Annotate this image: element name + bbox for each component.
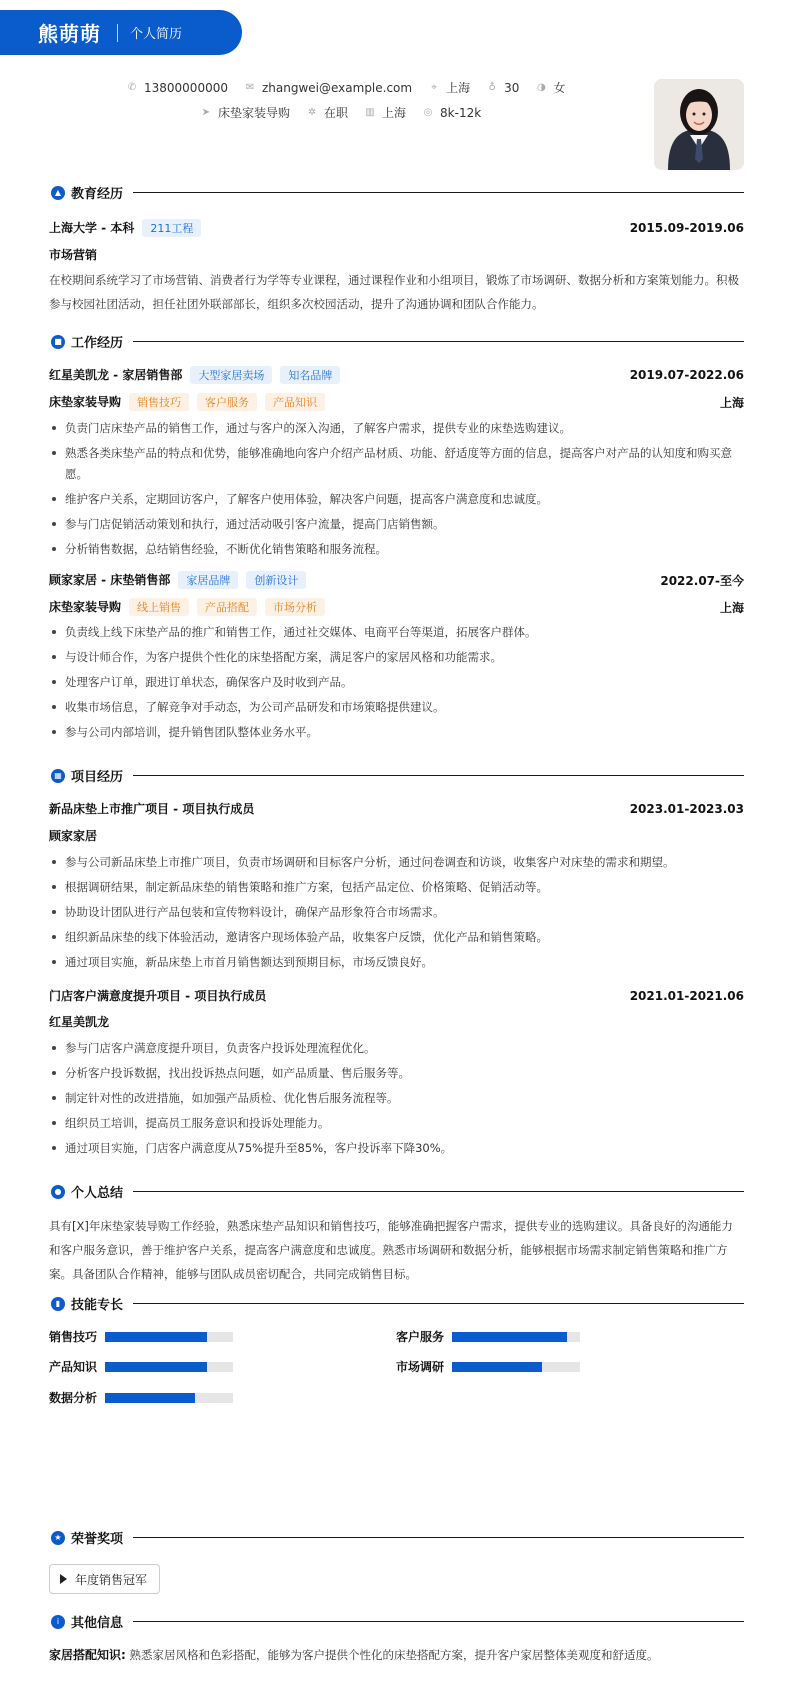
work-city-value: 上海 <box>382 106 407 120</box>
skill-item <box>49 1358 233 1375</box>
work-2-company: 顾家家居 - 床垫销售部 <box>49 573 171 587</box>
work-1-period: 2019.07-2022.06 <box>629 368 744 382</box>
bar-chart-icon: ▮ <box>51 1297 65 1311</box>
list-item: 组织员工培训，提高员工服务意识和投诉处理能力。 <box>49 1113 744 1134</box>
skill-name: 销售技巧 <box>49 1330 98 1344</box>
work-1-location: 上海 <box>719 395 744 410</box>
email-value: zhangwei@example.com <box>261 80 413 95</box>
work-1-skill-3: 产品知识 <box>265 393 325 411</box>
project-1-bullets <box>49 852 744 977</box>
skill-bar-fill <box>105 1332 207 1342</box>
award-item[interactable] <box>49 1564 160 1594</box>
work-1-bullets <box>49 418 744 564</box>
section-divider <box>133 1191 744 1193</box>
salary-item <box>422 106 481 120</box>
list-item: 参与门店客户满意度提升项目，负责客户投诉处理流程优化。 <box>49 1038 744 1059</box>
education-header-row <box>49 219 744 237</box>
grid-icon: ▦ <box>51 769 65 783</box>
skill-name: 客户服务 <box>396 1330 445 1344</box>
section-divider <box>133 1537 744 1539</box>
phone-item <box>126 81 228 95</box>
work-1-skill-1: 销售技巧 <box>129 393 189 411</box>
skill-bar-fill <box>105 1362 207 1372</box>
project-2-title: 门店客户满意度提升项目 - 项目执行成员 <box>49 989 267 1003</box>
profile-photo <box>654 79 744 170</box>
section-divider <box>133 1621 744 1623</box>
work-2-bullets <box>49 622 744 747</box>
location-icon: ⌖ <box>431 81 437 93</box>
skill-item <box>396 1328 580 1345</box>
age-value: 30 <box>504 80 520 95</box>
info-icon: i <box>51 1615 65 1629</box>
position-item <box>200 104 290 121</box>
list-item: 负责线上线下床垫产品的推广和销售工作，通过社交媒体、电商平台等渠道，拓展客户群体。 <box>49 622 744 643</box>
summary-heading: 个人总结 <box>71 1186 124 1201</box>
section-divider <box>133 1303 744 1305</box>
education-description: 在校期间系统学习了市场营销、消费者行为学等专业课程，通过课程作业和小组项目，锻炼了市场调研、数据分析和方案策划能力。积极参与校园社团活动，担任社团外联部部长，组织多次校园活动，提升了沟通协调和团队合作能力。 <box>49 273 739 311</box>
school-name: 上海大学 - 本科 <box>49 221 135 235</box>
list-item: 参与门店促销活动策划和执行，通过活动吸引客户流量，提高门店销售额。 <box>49 514 744 535</box>
work-2-period: 2022.07-至今 <box>660 573 744 588</box>
list-item: 熟悉各类床垫产品的特点和优势，能够准确地向客户介绍产品材质、功能、舒适度等方面的信息，提高客户对产品的认知度和购买意愿。 <box>49 443 744 485</box>
other-section-title <box>51 1612 744 1631</box>
skill-bar <box>452 1332 580 1342</box>
work-1-company-group <box>49 366 340 384</box>
project-1-org: 顾家家居 <box>49 829 98 843</box>
education-major-row <box>49 246 744 263</box>
candidate-name: 熊萌萌 <box>38 22 101 46</box>
education-period: 2015.09-2019.06 <box>629 221 744 235</box>
work-2-skill-3: 市场分析 <box>265 598 325 616</box>
work-1-company: 红星美凯龙 - 家居销售部 <box>49 368 183 382</box>
award-label: 年度销售冠军 <box>75 1572 148 1587</box>
awards-section-title <box>51 1528 744 1547</box>
projects-section-title <box>51 766 744 785</box>
skill-bar <box>105 1362 233 1372</box>
other-info-row <box>49 1643 744 1667</box>
list-item: 负责门店床垫产品的销售工作，通过与客户的深入沟通，了解客户需求，提供专业的床垫选购建议。 <box>49 418 744 439</box>
skill-bar <box>105 1332 233 1342</box>
email-item <box>244 81 412 95</box>
gender-value: 女 <box>553 81 566 95</box>
project-1-org-row <box>49 827 744 844</box>
work-2-company-group <box>49 571 306 589</box>
education-section-title <box>51 183 744 202</box>
city-value: 上海 <box>446 81 471 95</box>
work-section-title <box>51 332 744 351</box>
work-heading: 工作经历 <box>71 336 124 351</box>
work-1-tag-2: 知名品牌 <box>280 366 340 384</box>
work-1-role-group <box>49 393 325 411</box>
work-2-header-row <box>49 571 744 589</box>
skill-name: 产品知识 <box>49 1360 98 1374</box>
skill-name: 市场调研 <box>396 1360 445 1374</box>
education-school-group <box>49 219 201 237</box>
skill-item <box>396 1358 580 1375</box>
city-item <box>428 79 470 96</box>
play-icon <box>60 1574 67 1584</box>
list-item: 与设计师合作，为客户提供个性化的床垫搭配方案，满足客户的家居风格和功能需求。 <box>49 647 744 668</box>
project-2-org: 红星美凯龙 <box>49 1015 110 1029</box>
user-icon: ● <box>51 1185 65 1199</box>
list-item: 制定针对性的改进措施，如加强产品质检、优化售后服务流程等。 <box>49 1088 744 1109</box>
list-item: 通过项目实施，门店客户满意度从75%提升至85%，客户投诉率下降30%。 <box>49 1138 744 1159</box>
work-1-skill-2: 客户服务 <box>197 393 257 411</box>
list-item: 协助设计团队进行产品包装和宣传物料设计，确保产品形象符合市场需求。 <box>49 902 744 923</box>
project-1-header-row <box>49 800 744 817</box>
other-info-label: 家居搭配知识: <box>49 1648 126 1662</box>
cake-icon: ♁ <box>488 81 496 93</box>
work-2-tag-2: 创新设计 <box>246 571 306 589</box>
list-item: 处理客户订单，跟进订单状态，确保客户及时收到产品。 <box>49 672 744 693</box>
skill-bar <box>105 1393 233 1403</box>
section-divider <box>133 192 744 194</box>
work-1-role: 床垫家装导购 <box>49 395 122 409</box>
other-info-text: 熟悉家居风格和色彩搭配，能够为客户提供个性化的床垫搭配方案，提升客户家居整体美观度和舒适度。 <box>129 1648 659 1662</box>
section-divider <box>133 341 744 343</box>
gender-icon: ◑ <box>537 81 546 93</box>
section-divider <box>133 775 744 777</box>
school-tag: 211工程 <box>142 219 201 237</box>
skill-item <box>49 1389 233 1406</box>
skill-bar <box>452 1362 580 1372</box>
salary-value: 8k-12k <box>440 105 482 120</box>
work-1-tag-1: 大型家居卖场 <box>190 366 272 384</box>
skills-section-title <box>51 1294 744 1313</box>
skill-item <box>49 1328 233 1345</box>
phone-icon: ✆ <box>127 81 137 93</box>
work-2-role: 床垫家装导购 <box>49 600 122 614</box>
skill-name: 数据分析 <box>49 1391 98 1405</box>
skill-bar-fill <box>452 1332 567 1342</box>
project-2-bullets <box>49 1038 744 1163</box>
list-item: 参与公司新品床垫上市推广项目，负责市场调研和目标客户分析，通过问卷调查和访谈，收集客户对床垫的需求和期望。 <box>49 852 744 873</box>
award-icon: ★ <box>51 1531 65 1545</box>
summary-text: 具有[X]年床垫家装导购工作经验，熟悉床垫产品知识和销售技巧，能够准确把握客户需求，提供专业的选购建议。具备良好的沟通能力和客户服务意识，善于维护客户关系，提高客户满意度和忠诚度。熟悉市场调研和数据分析，能够根据市场需求制定销售策略和推广方案。具备团队合作精神，能够与团队成员密切配合，共同完成销售目标。 <box>49 1219 733 1281</box>
work-2-role-group <box>49 598 325 616</box>
skills-heading: 技能专长 <box>71 1298 124 1313</box>
status-item <box>306 104 348 121</box>
status-value: 在职 <box>324 106 349 120</box>
work-1-role-row <box>49 393 744 411</box>
work-2-tag-1: 家居品牌 <box>178 571 238 589</box>
list-item: 维护客户关系，定期回访客户，了解客户使用体验，解决客户问题，提高客户满意度和忠诚度。 <box>49 489 744 510</box>
coin-icon: ◎ <box>423 106 433 118</box>
building-icon: ▥ <box>365 106 375 118</box>
project-2-header-row <box>49 987 744 1004</box>
project-2-period: 2021.01-2021.06 <box>629 988 744 1003</box>
skill-bar-fill <box>452 1362 542 1372</box>
list-item: 分析销售数据，总结销售经验，不断优化销售策略和服务流程。 <box>49 539 744 560</box>
portrait-image <box>654 79 744 170</box>
education-heading: 教育经历 <box>71 187 124 202</box>
list-item: 根据调研结果，制定新品床垫的销售策略和推广方案，包括产品定位、价格策略、促销活动等。 <box>49 877 744 898</box>
list-item: 分析客户投诉数据，找出投诉热点问题，如产品质量、售后服务等。 <box>49 1063 744 1084</box>
list-item: 通过项目实施，新品床垫上市首月销售额达到预期目标，市场反馈良好。 <box>49 952 744 973</box>
project-1-period: 2023.01-2023.03 <box>629 801 744 816</box>
project-1-title: 新品床垫上市推广项目 - 项目执行成员 <box>49 802 255 816</box>
list-item: 组织新品床垫的线下体验活动，邀请客户现场体验产品，收集客户反馈，优化产品和销售策略。 <box>49 927 744 948</box>
projects-heading: 项目经历 <box>71 770 124 785</box>
gear-icon: ✲ <box>307 106 317 118</box>
work-2-skill-2: 产品搭配 <box>197 598 257 616</box>
list-item: 收集市场信息，了解竞争对手动态，为公司产品研发和市场策略提供建议。 <box>49 697 744 718</box>
position-value: 床垫家装导购 <box>218 106 291 120</box>
work-2-role-row <box>49 598 744 616</box>
briefcase-icon: ■ <box>51 335 65 349</box>
phone-value: 13800000000 <box>144 80 228 95</box>
list-item: 参与公司内部培训，提升销售团队整体业务水平。 <box>49 722 744 743</box>
work-1-header-row <box>49 366 744 384</box>
contact-row-2 <box>200 104 497 121</box>
work-city-item <box>364 104 406 121</box>
graduation-cap-icon: ▲ <box>51 186 65 200</box>
mail-icon: ✉ <box>245 81 255 93</box>
gender-item <box>535 79 565 96</box>
header-banner <box>0 10 242 55</box>
header-divider <box>117 24 118 42</box>
skill-bar-fill <box>105 1393 195 1403</box>
project-2-org-row <box>49 1013 744 1030</box>
major: 市场营销 <box>49 248 98 262</box>
contact-row-1 <box>126 79 581 96</box>
resume-subtitle: 个人简历 <box>130 27 183 42</box>
send-icon: ➤ <box>201 106 211 118</box>
other-heading: 其他信息 <box>71 1616 124 1631</box>
age-item <box>486 81 519 95</box>
summary-section-title <box>51 1182 744 1201</box>
work-2-location: 上海 <box>719 600 744 615</box>
awards-heading: 荣誉奖项 <box>71 1532 124 1547</box>
work-2-skill-1: 线上销售 <box>129 598 189 616</box>
